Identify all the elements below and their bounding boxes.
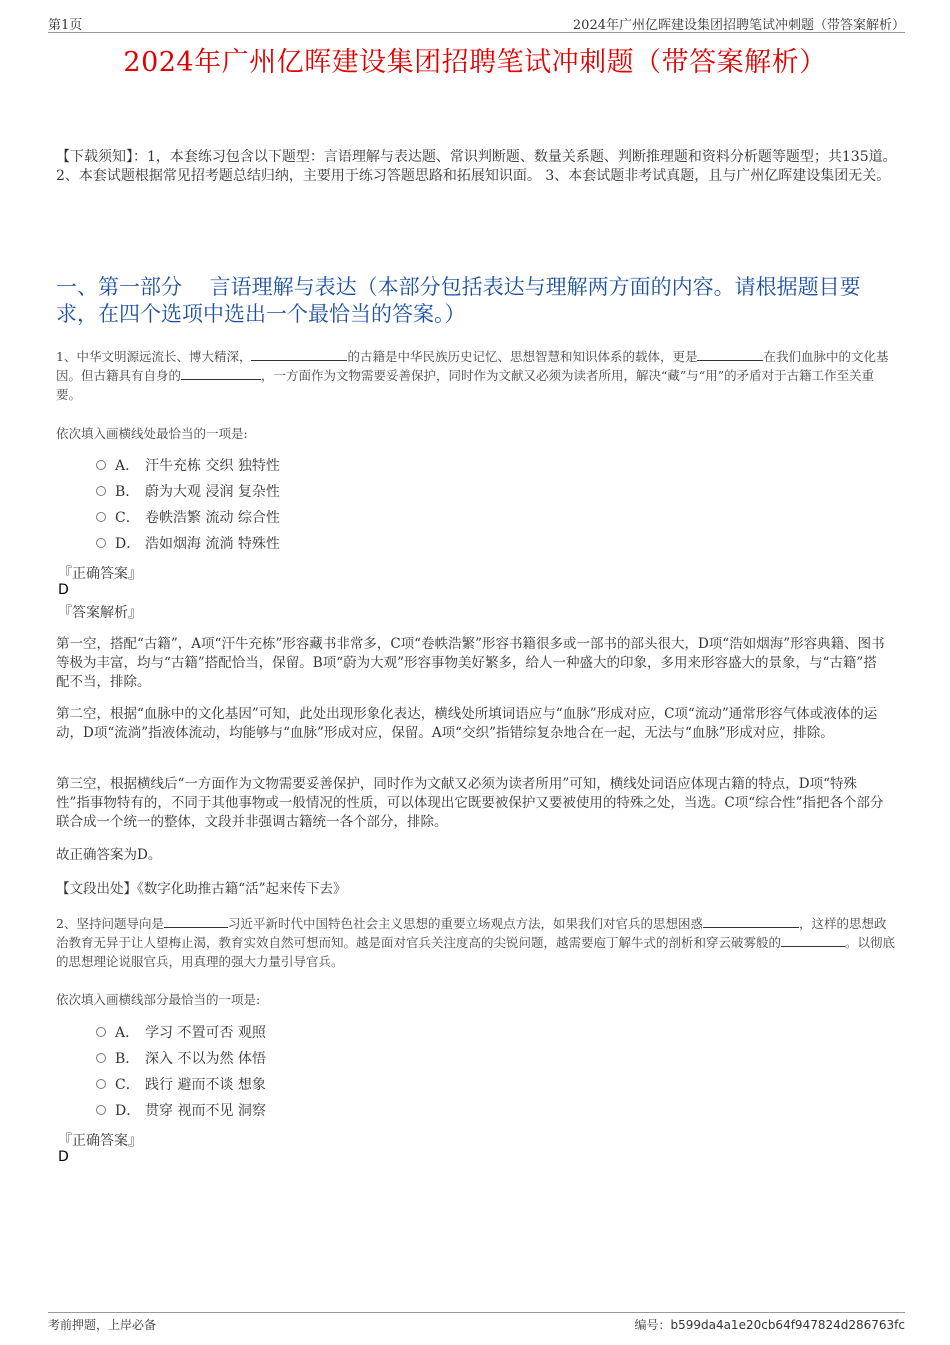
q2-option-c[interactable]: C． 践行 避而不谈 想象 (96, 1075, 266, 1095)
download-notice: 【下载须知】：1，本套练习包含以下题型：言语理解与表达题、常识判断题、数量关系题、判断推理题和资料分析题等题型；共135道。 2、本套试题根据常见招考题总结归纳，主要用于练习答题思路和拓展知识面。 3、本套试题非考试真题，且与广州亿晖建设集团无关。 (56, 149, 897, 184)
question-1-prompt: 依次填入画横线处最恰当的一项是: (56, 426, 248, 441)
radio-icon[interactable] (96, 1079, 106, 1089)
document-code: 编号：b599da4a1e20cb64f947824d286763fc (634, 1318, 905, 1332)
page-footer (48, 1312, 905, 1333)
q2-answer: D (58, 1149, 69, 1165)
q2-answer-label: 『正确答案』 (58, 1133, 142, 1149)
question-2-stem: 2、坚持问题导向是 习近平新时代中国特色社会主义思想的重要立场观点方法，如果我们对官兵的思想困惑 ，这样的思想政治教育无异于让人望梅止渴，教育实效自然可想而知。越是面对官兵关注度高的尖锐问题，越需要庖丁解牛式的剖析和穿云破雾般的 。以彻底的思想理论说服官兵，用真理的强大力量引导官兵。 (56, 916, 896, 969)
q1-source: 【文段出处】《数字化助推古籍“活”起来传下去》 (56, 881, 347, 897)
q2-option-b[interactable]: B． 深入 不以为然 体悟 (96, 1049, 266, 1069)
q1-option-d[interactable]: D． 浩如烟海 流淌 特殊性 (96, 534, 280, 554)
q1-analysis-paragraph: 第一空，搭配“古籍”，A项“汗牛充栋”形容藏书非常多，C项“卷帙浩繁”形容书籍很多或一部书的部头很大，D项“浩如烟海”形容典籍、图书等极为丰富，均与“古籍”搭配恰当，保留。B项“蔚为大观”形容事物美好繁多，给人一种盛大的印象，多用来形容盛大的景象，与“古籍”搭配不当，排除。 (56, 636, 885, 690)
blank-line (181, 367, 261, 380)
blank-line (251, 348, 347, 361)
radio-icon[interactable] (96, 1105, 106, 1115)
q1-answer: D (58, 582, 69, 598)
page-number: 第1页 (48, 18, 83, 33)
document-title: 2024年广州亿晖建设集团招聘笔试冲刺题（带答案解析） (123, 47, 827, 78)
header-doc-title: 2024年广州亿晖建设集团招聘笔试冲刺题（带答案解析） (572, 18, 905, 33)
radio-icon[interactable] (96, 512, 106, 522)
radio-icon[interactable] (96, 538, 106, 548)
footer-slogan: 考前押题，上岸必备 (48, 1318, 157, 1332)
blank-line (703, 915, 799, 928)
q1-answer-label: 『正确答案』 (58, 566, 142, 582)
radio-icon[interactable] (96, 1053, 106, 1063)
section-heading: 一、第一部分 言语理解与表达（本部分包括表达与理解两方面的内容。请根据题目要求，在四个选项中选出一个最恰当的答案。） (56, 275, 861, 326)
blank-line (697, 348, 763, 361)
q1-analysis-conclusion: 故正确答案为D。 (56, 847, 162, 863)
blank-line (164, 915, 228, 928)
question-2-prompt: 依次填入画横线部分最恰当的一项是: (56, 992, 261, 1007)
question-1-stem: 1、中华文明源远流长、博大精深， 的古籍是中华民族历史记忆、思想智慧和知识体系的载体，更是 在我们血脉中的文化基因。但古籍具有自身的 ，一方面作为文物需要妥善保护，同时作为文献又必须为读者所用，解决“藏”与“用”的矛盾对于古籍工作至关重要。 (56, 349, 889, 402)
radio-icon[interactable] (96, 1027, 106, 1037)
radio-icon[interactable] (96, 486, 106, 496)
q1-analysis-label: 『答案解析』 (58, 605, 142, 621)
blank-line (781, 934, 845, 947)
q1-analysis-paragraph: 第三空，根据横线后“一方面作为文物需要妥善保护，同时作为文献又必须为读者所用”可知，横线处词语应体现古籍的特点，D项“特殊性”指事物特有的，不同于其他事物或一般情况的性质，可以体现出它既要被保护又要被使用的特殊之处，当选。C项“综合性”指把各个部分联合成一个统一的整体，文段并非强调古籍统一各个部分，排除。 (56, 776, 884, 830)
q2-option-a[interactable]: A． 学习 不置可否 观照 (96, 1023, 266, 1043)
q1-option-b[interactable]: B． 蔚为大观 浸润 复杂性 (96, 482, 280, 502)
page-header (48, 14, 905, 33)
q1-option-c[interactable]: C． 卷帙浩繁 流动 综合性 (96, 508, 280, 528)
q1-analysis-paragraph: 第二空，根据“血脉中的文化基因”可知，此处出现形象化表达，横线处所填词语应与“血脉”形成对应，C项“流动”通常形容气体或液体的运动，D项“流淌”指液体流动，均能够与“血脉”形成对应，保留。A项“交织”指错综复杂地合在一起，无法与“血脉”形成对应，排除。 (56, 706, 878, 741)
q2-option-d[interactable]: D． 贯穿 视而不见 洞察 (96, 1101, 266, 1121)
radio-icon[interactable] (96, 460, 106, 470)
q1-option-a[interactable]: A． 汗牛充栋 交织 独特性 (96, 456, 280, 476)
